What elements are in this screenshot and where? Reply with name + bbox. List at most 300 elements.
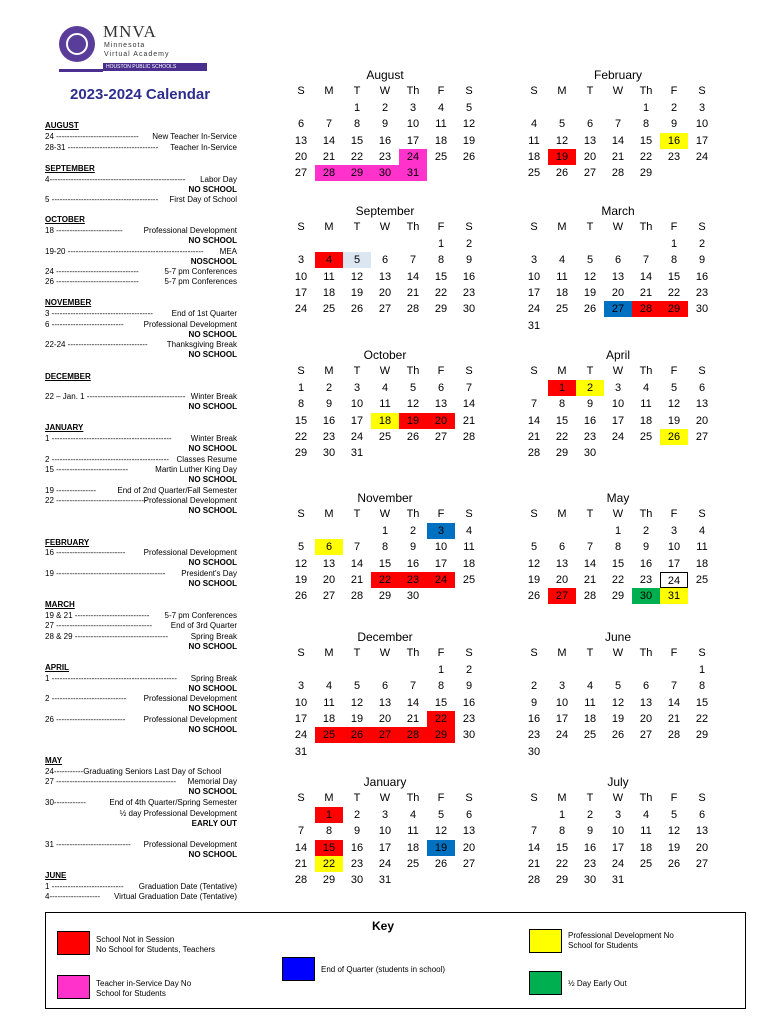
month-title: November [357,491,413,505]
calendar-day: 28 [527,874,541,887]
calendar-day: 1 [297,382,305,394]
weekday-header: M [324,85,334,97]
calendar-day: 10 [294,270,308,283]
calendar-day: 11 [407,825,419,838]
event-date: 22 – Jan. 1 ------------------------------------- [45,392,186,401]
event-head-october: OCTOBER [45,215,85,224]
calendar-day: 9 [530,696,538,709]
calendar-day: 20 [555,573,569,586]
calendar-day: 24 [350,430,364,443]
calendar-day: 14 [611,134,625,147]
calendar-day: 26 [527,590,541,603]
calendar-day: 19 [350,286,364,299]
logo-bar: HOUSTON PUBLIC SCHOOLS [103,63,207,71]
calendar-day: 3 [530,254,538,267]
calendar-day: 2 [642,525,650,537]
calendar-day: 19 [427,840,455,856]
calendar-day: 17 [294,712,308,725]
calendar-day: 22 [555,857,569,870]
calendar-day: 14 [527,414,541,427]
event-date: 6 --------------------------- [45,320,124,329]
calendar-day: 20 [639,712,653,725]
calendar-day: 4 [465,525,473,537]
no-school-note: NO SCHOOL [188,704,237,713]
calendar-day: 28 [462,430,476,443]
calendar-day: 20 [427,413,455,429]
calendar-day: 4 [315,252,343,268]
key-text: Professional Development No [568,931,674,940]
month-title: January [363,775,407,789]
key-label-magenta [96,979,191,999]
calendar-day: 7 [530,825,538,838]
calendar-day: 2 [465,664,473,676]
event-text: Professional Development [143,226,237,235]
calendar-day: 15 [434,696,448,709]
calendar-day: 3 [558,680,566,693]
weekday-header: S [530,792,538,804]
event-text: ½ day Professional Development [119,809,237,818]
no-school-note: NO SCHOOL [188,787,237,796]
event-row [45,226,237,236]
event-text: 5-7 pm Conferences [164,267,237,276]
event-row [45,320,237,330]
calendar-day: 19 [462,134,476,147]
key-text: No School for Students, Teachers [96,945,216,954]
calendar-day: 22 [427,711,455,727]
calendar-day: 14 [406,696,420,709]
calendar-day: 4 [558,254,566,267]
calendar-day: 13 [639,696,653,709]
calendar-day: 30 [350,874,364,887]
calendar-day: 4 [642,809,650,821]
calendar-day: 26 [343,727,371,743]
calendar-day: 6 [297,118,305,131]
swatch-green [529,971,562,995]
event-row [45,132,237,142]
calendar-day: 26 [583,303,597,316]
calendar-day: 29 [695,729,709,742]
weekday-header: T [586,85,594,97]
event-date: 4--------------------------------------------------- [45,175,186,184]
event-row [45,569,237,579]
calendar-day: 1 [437,664,445,676]
event-date: 1 --------------------------- [45,882,124,891]
weekday-header: F [670,792,678,804]
month-title: December [357,630,413,644]
calendar-day: 8 [558,398,566,411]
calendar-day: 11 [379,398,391,411]
calendar-day: 13 [322,557,336,570]
calendar-day: 9 [381,118,389,131]
calendar-day: 24 [695,150,709,163]
calendar-day: 16 [462,270,476,283]
calendar-day: 18 [371,413,399,429]
weekday-header: S [465,221,473,233]
weekday-header: S [698,85,706,97]
event-head-december: DECEMBER [45,372,91,381]
weekday-header: Th [639,221,653,233]
calendar-day: 22 [315,856,343,872]
weekday-header: T [586,792,594,804]
weekday-header: W [379,85,391,97]
weekday-header: W [379,647,391,659]
event-head-may: MAY [45,756,63,765]
event-date: 18 ------------------------- [45,226,123,235]
event-row [45,465,237,475]
calendar-day: 24 [378,857,392,870]
calendar-day: 9 [325,398,333,411]
calendar-day: 10 [555,696,569,709]
calendar-day: 8 [437,254,445,267]
calendar-day: 21 [639,286,653,299]
weekday-header: T [353,365,361,377]
event-row [45,632,237,642]
calendar-day: 22 [611,573,625,586]
calendar-day: 12 [434,825,448,838]
event-date: 30------------ [45,798,86,807]
calendar-day: 25 [639,857,653,870]
weekday-header: S [297,647,305,659]
calendar-day: 7 [465,382,473,394]
weekday-header: Th [406,647,420,659]
calendar-day: 26 [434,857,448,870]
calendar-day: 19 [667,414,681,427]
event-row [45,175,237,185]
calendar-day: 8 [297,398,305,411]
event-head-january: JANUARY [45,423,84,432]
calendar-day: 11 [323,696,335,709]
calendar-day: 20 [378,712,392,725]
key-title: Key [372,919,395,933]
calendar-day: 10 [378,825,392,838]
calendar-day: 10 [695,118,709,131]
calendar-day: 13 [378,270,392,283]
calendar-day: 18 [322,286,336,299]
weekday-header: S [465,85,473,97]
calendar-day: 2 [530,680,538,693]
calendar-day: 2 [670,102,678,114]
calendar-day: 25 [378,430,392,443]
key-label-red [96,935,215,955]
calendar-day: 1 [614,525,622,537]
calendar-day: 14 [667,696,681,709]
event-row [45,882,237,892]
event-date: 27 ------------------------------------ [45,621,153,630]
calendar-day: 28 [294,874,308,887]
calendar-day: 24 [427,572,455,588]
calendar-day: 5 [586,254,594,267]
event-text: End of 3rd Quarter [170,621,237,630]
calendar-day: 25 [583,729,597,742]
event-row [45,798,237,808]
calendar-day: 28 [583,590,597,603]
calendar-day: 12 [667,825,681,838]
logo-underline [59,69,103,72]
event-date: 19-20 --------------------------------------------------- [45,247,204,256]
calendar-day: 25 [406,857,420,870]
weekday-header: S [698,365,706,377]
calendar-day: 31 [660,588,688,604]
weekday-header: W [379,508,391,520]
calendar-day: 18 [527,150,541,163]
event-row [45,340,237,350]
calendar-day: 20 [322,573,336,586]
calendar-day: 18 [406,841,420,854]
calendar-day: 18 [639,841,653,854]
calendar-day: 1 [642,102,650,114]
calendar-day: 30 [371,165,399,181]
event-date: 26 -------------------------- [45,715,126,724]
calendar-day: 26 [660,429,688,445]
swatch-red [57,931,90,955]
calendar-day: 27 [548,588,576,604]
calendar-day: 21 [667,712,681,725]
event-head-august: AUGUST [45,121,79,130]
calendar-day: 6 [642,680,650,693]
calendar-day: 11 [640,398,652,411]
calendar-day: 8 [437,680,445,693]
no-school-note: NO SCHOOL [188,725,237,734]
month-title: February [593,68,643,82]
calendar-day: 10 [294,696,308,709]
calendar-day: 15 [667,270,681,283]
legend-key [45,912,746,1009]
calendar-day: 29 [378,590,392,603]
event-row [45,247,237,257]
calendar-day: 25 [322,303,336,316]
calendar-day: 20 [695,414,709,427]
calendar-day: 2 [353,809,361,821]
calendar-day: 25 [315,727,343,743]
calendar-day: 26 [406,430,420,443]
event-date: 31 ---------------------------- [45,840,131,849]
event-row [45,434,237,444]
calendar-day: 9 [586,398,594,411]
calendar-day: 5 [670,382,678,394]
key-text: School for Students [568,941,638,950]
key-text: Teacher in-Service Day No [96,979,192,988]
calendar-day: 11 [528,134,540,147]
calendar-day: 21 [583,573,597,586]
no-school-note: NO SCHOOL [188,185,237,194]
event-text: Classes Resume [176,455,237,464]
calendar-day: 25 [555,303,569,316]
calendar-day: 16 [406,557,420,570]
calendar-day: 10 [611,398,625,411]
weekday-header: F [437,792,445,804]
calendar-day: 3 [614,809,622,821]
calendar-day: 9 [465,680,473,693]
calendar-day: 22 [667,286,681,299]
calendar-day: 30 [583,874,597,887]
calendar-day: 17 [695,134,709,147]
calendar-day: 1 [548,380,576,396]
calendar-day: 11 [640,825,652,838]
calendar-day: 1 [381,525,389,537]
month-title: May [606,491,630,505]
event-row [45,195,237,205]
calendar-day: 7 [530,398,538,411]
event-text: Winter Break [190,392,237,401]
calendar-day: 25 [527,167,541,180]
calendar-day: 12 [667,398,681,411]
weekday-header: S [530,85,538,97]
event-text: Professional Development [143,840,237,849]
calendar-day: 15 [378,557,392,570]
weekday-header: S [465,508,473,520]
calendar-day: 10 [406,118,420,131]
calendar-day: 4 [381,382,389,394]
calendar-day: 18 [555,286,569,299]
calendar-day: 18 [434,134,448,147]
calendar-day: 31 [611,874,625,887]
event-date: 16 -------------------------- [45,548,126,557]
calendar-day: 16 [322,414,336,427]
calendar-day: 9 [586,825,594,838]
calendar-day: 4 [437,102,445,114]
weekday-header: T [586,365,594,377]
calendar-day: 25 [462,573,476,586]
month-title: July [607,775,629,789]
weekday-header: F [670,365,678,377]
calendar-day: 19 [611,712,625,725]
calendar-day: 29 [555,874,569,887]
no-school-note: NO SCHOOL [188,330,237,339]
calendar-day: 14 [462,398,476,411]
event-text: Professional Development [143,320,237,329]
calendar-day: 28 [406,303,420,316]
calendar-day: 19 [583,286,597,299]
event-date: 28 & 29 ----------------------------------- [45,632,169,641]
calendar-day: 13 [462,825,476,838]
event-head-september: SEPTEMBER [45,164,95,173]
event-text: Martin Luther King Day [155,465,237,474]
calendar-day: 5 [343,252,371,268]
calendar-day: 18 [322,712,336,725]
calendar-day: 12 [350,270,364,283]
calendar-day: 14 [294,841,308,854]
calendar-day: 16 [583,841,597,854]
weekday-header: W [612,85,624,97]
calendar-day: 15 [315,840,343,856]
event-head-february: FEBRUARY [45,538,90,547]
calendar-day: 6 [698,809,706,821]
weekday-header: W [612,508,624,520]
calendar-day: 2 [381,102,389,114]
weekday-header: M [324,365,334,377]
calendar-day: 13 [695,398,709,411]
weekday-header: S [297,365,305,377]
calendar-day: 20 [462,841,476,854]
event-text: First Day of School [169,195,237,204]
calendar-day: 24 [294,729,308,742]
calendar-day: 29 [555,447,569,460]
calendar-day: 2 [409,525,417,537]
weekday-header: T [353,221,361,233]
calendar-day: 14 [406,270,420,283]
weekday-header: S [297,508,305,520]
calendar-day: 20 [294,150,308,163]
weekday-header: T [586,508,594,520]
weekday-header: W [612,221,624,233]
calendar-day: 8 [381,541,389,554]
calendar-day: 24 [555,729,569,742]
event-head-june: JUNE [45,871,67,880]
calendar-day: 26 [555,167,569,180]
calendar-day: 7 [325,118,333,131]
weekday-header: S [465,647,473,659]
logo-sub2: Virtual Academy [104,51,170,58]
weekday-header: S [465,792,473,804]
weekday-header: Th [406,221,420,233]
calendar-day: 7 [586,541,594,554]
calendar-day: 9 [465,254,473,267]
calendar-day: 7 [409,254,417,267]
calendar-day: 6 [558,541,566,554]
calendar-day: 23 [399,572,427,588]
event-text: 5-7 pm Conferences [164,611,237,620]
calendar-day: 6 [586,118,594,131]
calendar-day: 16 [695,270,709,283]
month-title: August [366,68,404,82]
weekday-header: W [612,647,624,659]
calendar-day: 23 [350,857,364,870]
event-text: End of 2nd Quarter/Fall Semester [117,486,237,495]
calendar-day: 25 [434,150,448,163]
calendar-day: 3 [614,382,622,394]
calendar-day: 1 [315,807,343,823]
calendar-day: 9 [698,254,706,267]
calendar-day: 22 [371,572,399,588]
calendar-day: 19 [548,149,576,165]
calendar-day: 5 [437,809,445,821]
calendar-day: 19 [350,712,364,725]
calendar-day: 2 [465,238,473,250]
calendar-day: 17 [294,286,308,299]
calendar-day: 27 [695,430,709,443]
calendar-day: 28 [315,165,343,181]
calendar-day: 30 [695,303,709,316]
calendar-day: 17 [434,557,448,570]
event-row [45,777,237,787]
weekday-header: W [379,365,391,377]
calendar-day: 27 [322,590,336,603]
calendar-day: 18 [462,557,476,570]
month-title: June [604,630,632,644]
calendar-day: 23 [527,729,541,742]
calendar-day: 27 [639,729,653,742]
event-date: 2 ---------------------------- [45,694,127,703]
swatch-yellow [529,929,562,953]
calendar-day: 27 [695,857,709,870]
calendar-day: 11 [323,270,335,283]
early-out-note: EARLY OUT [191,819,237,828]
weekday-header: S [465,365,473,377]
calendar-day: 29 [434,303,448,316]
no-school-note: NO SCHOOL [188,475,237,484]
calendar-day: 20 [695,841,709,854]
weekday-header: S [297,221,305,233]
calendar-day: 2 [325,382,333,394]
calendar-day: 26 [667,857,681,870]
calendar-day: 25 [695,573,709,586]
event-head-november: NOVEMBER [45,298,92,307]
calendar-day: 27 [371,727,399,743]
event-row [45,486,237,496]
calendar-day: 4 [586,680,594,693]
event-text: Professional Development [143,715,237,724]
event-row [45,455,237,465]
